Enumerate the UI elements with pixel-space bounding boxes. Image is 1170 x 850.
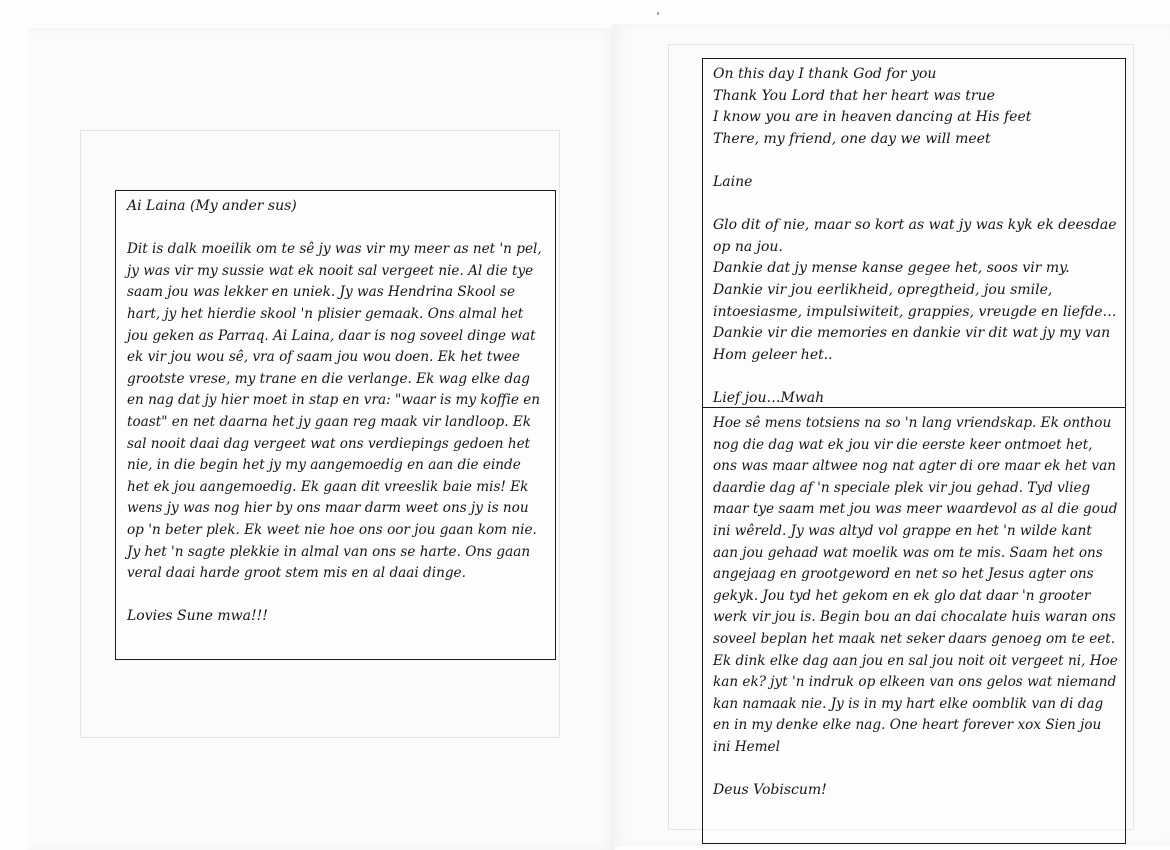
tribute-message: Hoe sê mens totsiens na so 'n lang vriendskap. Ek onthou nog die dag wat ek jou vir die eerste keer ontmoet het, ons was maar altwee nog nat agter di ore maar ek het van daardie dag af 'n speciale plek vir jou gehad. Tyd vlieg maar tye saam met jou was meer waardevol as al die goud ini wêreld. Jy was altyd vol grappe en het 'n wilde kant aan jou gehaad wat moelik was om te mis. Saam het ons angejaag en grootgeword en net so het Jesus agter ons gekyk. Jou tyd het gekom en ek glo dat daar 'n grooter werk vir jou is. Begin bou an dai chocalate huis waran ons soveel beplan het maak net seker daars genoeg om te eet. Ek dink elke dag aan jou en sal jou noit oit vergeet ni, Hoe kan ek? jyt 'n indruk op elkeen van ons gelos wat niemand kan namaak nie. Jy is in my hart elke oomblik van di dag en in my denke elke nag. One heart forever xox Sien jou ini Hemel bbox=[713, 415, 1118, 755]
poem-signature: Laine bbox=[713, 173, 753, 190]
tribute-message: Dit is dalk moeilik om te sê jy was vir my meer as net 'n pel, jy was vir my sussie wat ek nooit sal vergeet nie. Al die tye saam jou was lekker en uniek. Jy was Hendrina Skool se hart, jy het hierdie skool 'n plisier gemaak. Ons almal het jou geken as Parraq. Ai Laina, daar is nog soveel dinge wat ek vir jou wou sê, vra of saam jou wou doen. Ek het twee grootste vrese, my trane en die verlange. Ek wag elke dag en nag dat jy hier moet in stap en vra: "waar is my koffie en toast" en net daarna het jy gaan reg maak vir landloop. Ek sal nooit daai dag vergeet wat ons verdiepings gedoen het nie, in die begin het jy my aangemoedig en aan die einde het ek jou aangemoedig. Ek gaan dit vreeslik baie mis! Ek wens jy was nog hier by ons maar darm weet ons jy is nou op 'n beter plek. Ek weet nie hoe ons oor jou gaan kom nie. Jy het 'n sagte plekkie in almal van ons se harte. Ons gaan veral daai harde groot stem mis en al daai dinge. bbox=[127, 241, 542, 582]
page-fold bbox=[612, 24, 615, 850]
signoff: Lovies Sune mwa!!! bbox=[127, 608, 268, 625]
poem-line: Thank You Lord that her heart was true bbox=[713, 87, 995, 104]
tribute-message: Dankie dat jy mense kanse gegee het, soos vir my. Dankie vir jou eerlikheid, opregtheid, jou smile, intoesiasme, impulsiwiteit, grappies, vreugde en liefde…Dankie vir die memories en dankie vir dit wat jy my van Hom geleer het.. bbox=[713, 260, 1117, 363]
poem-line: I know you are in heaven dancing at His feet bbox=[713, 109, 1032, 126]
tribute-box-farewell bbox=[702, 407, 1126, 844]
signoff: Deus Vobiscum! bbox=[713, 782, 827, 799]
paper-speck bbox=[657, 12, 659, 15]
salutation: Ai Laina (My ander sus) bbox=[127, 198, 297, 214]
tribute-box-laine-vinel bbox=[702, 58, 1126, 408]
poem-line: On this day I thank God for you bbox=[713, 66, 937, 82]
tribute-message: Glo dit of nie, maar so kort as wat jy was kyk ek deesdae op na jou. bbox=[713, 217, 1117, 255]
closing: Lief jou…Mwah bbox=[713, 389, 825, 406]
poem-line: There, my friend, one day we will meet bbox=[713, 130, 991, 147]
tribute-box-sune bbox=[115, 190, 556, 660]
